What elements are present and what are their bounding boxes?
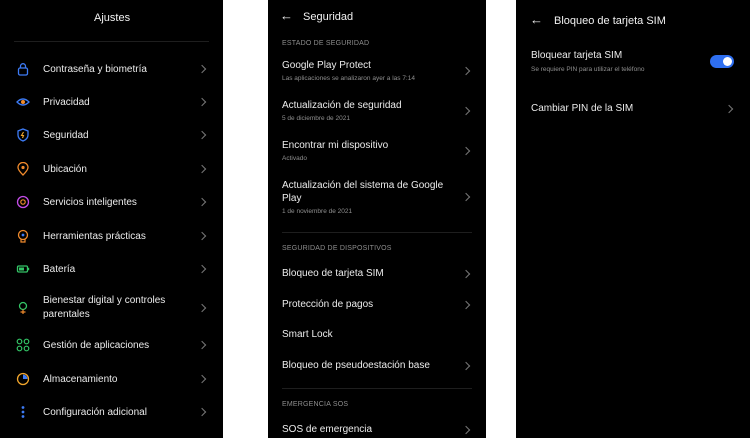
chevron-right-icon bbox=[198, 232, 206, 240]
chevron-right-icon bbox=[198, 375, 206, 383]
settings-item-label: Configuración adicional bbox=[43, 407, 147, 418]
divider bbox=[14, 41, 209, 42]
settings-item-label: Herramientas prácticas bbox=[43, 231, 146, 242]
chevron-right-icon bbox=[462, 67, 470, 75]
settings-item-label: Seguridad bbox=[43, 130, 89, 141]
chevron-right-icon bbox=[198, 265, 206, 273]
chevron-right-icon bbox=[198, 304, 206, 312]
settings-item-tools[interactable] bbox=[0, 223, 223, 251]
settings-item-location[interactable] bbox=[0, 156, 223, 184]
sim-lock-screen bbox=[516, 0, 750, 438]
back-arrow-icon[interactable]: ← bbox=[530, 12, 543, 27]
settings-item-battery[interactable] bbox=[0, 256, 223, 284]
settings-item-label: Privacidad bbox=[43, 97, 90, 108]
battery-icon bbox=[16, 262, 30, 276]
settings-item-password[interactable] bbox=[0, 56, 223, 84]
back-arrow-icon[interactable]: ← bbox=[280, 8, 293, 23]
item-label: SOS de emergencia bbox=[282, 424, 373, 435]
seguridad-screen bbox=[268, 0, 486, 438]
section-header: ESTADO DE SEGURIDAD bbox=[282, 40, 370, 47]
chevron-right-icon bbox=[198, 65, 206, 73]
shield-icon bbox=[16, 128, 30, 142]
settings-item-label: Batería bbox=[43, 264, 76, 275]
wellbeing-icon bbox=[16, 301, 30, 315]
item-label: Protección de pagos bbox=[282, 299, 374, 310]
item-subtitle: Activado bbox=[282, 155, 307, 162]
location-pin-icon bbox=[16, 162, 30, 176]
security-item-sim-lock[interactable] bbox=[268, 264, 486, 284]
settings-item-storage[interactable] bbox=[0, 366, 223, 394]
page-title: Ajustes bbox=[94, 12, 131, 24]
security-item-pseudo-base-station[interactable] bbox=[268, 356, 486, 376]
security-item-play-system-update[interactable] bbox=[268, 176, 486, 222]
settings-item-label: Servicios inteligentes bbox=[43, 197, 137, 208]
chevron-right-icon bbox=[198, 341, 206, 349]
page-title: Seguridad bbox=[303, 11, 354, 23]
chevron-right-icon bbox=[198, 98, 206, 106]
chevron-right-icon bbox=[462, 301, 470, 309]
chevron-right-icon bbox=[725, 105, 733, 113]
chevron-right-icon bbox=[198, 408, 206, 416]
item-subtitle: 5 de diciembre de 2021 bbox=[282, 115, 350, 122]
additional-settings-icon bbox=[16, 405, 30, 419]
change-sim-pin-row[interactable] bbox=[516, 99, 750, 119]
settings-item-additional[interactable] bbox=[0, 399, 223, 427]
item-label: Bloqueo de pseudoestación base bbox=[282, 360, 430, 371]
chevron-right-icon bbox=[198, 131, 206, 139]
settings-item-privacy[interactable] bbox=[0, 89, 223, 117]
storage-icon bbox=[16, 372, 30, 386]
settings-item-label: Bienestar digital y controles parentales bbox=[43, 295, 166, 320]
ajustes-screen bbox=[0, 0, 223, 438]
item-label: Encontrar mi dispositivo bbox=[282, 140, 389, 151]
settings-item-label: Ubicación bbox=[43, 164, 87, 175]
chevron-right-icon bbox=[198, 198, 206, 206]
settings-item-label: Almacenamiento bbox=[43, 374, 118, 385]
toggle-knob bbox=[723, 57, 732, 66]
item-label: Google Play Protect bbox=[282, 60, 371, 71]
apps-grid-icon bbox=[16, 338, 30, 352]
sim-lock-toggle-row[interactable] bbox=[516, 46, 750, 78]
chevron-right-icon bbox=[462, 107, 470, 115]
item-label: Actualización de seguridad bbox=[282, 100, 402, 111]
item-label-line2: Play bbox=[282, 193, 302, 204]
chevron-right-icon bbox=[462, 362, 470, 370]
settings-item-apps[interactable] bbox=[0, 332, 223, 360]
sim-lock-subtitle: Se requiere PIN para utilizar el teléfono bbox=[531, 66, 645, 73]
security-item-find-device[interactable] bbox=[268, 136, 486, 168]
section-header: EMERGENCIA SOS bbox=[282, 401, 349, 408]
divider bbox=[282, 232, 472, 233]
settings-item-security[interactable] bbox=[0, 122, 223, 150]
section-header: SEGURIDAD DE DISPOSITIVOS bbox=[282, 245, 392, 252]
item-subtitle: 1 de noviembre de 2021 bbox=[282, 208, 353, 215]
security-item-smart-lock[interactable] bbox=[268, 325, 486, 345]
change-pin-label: Cambiar PIN de la SIM bbox=[531, 103, 634, 114]
security-item-security-update[interactable] bbox=[268, 96, 486, 128]
smart-services-icon bbox=[16, 195, 30, 209]
lock-icon bbox=[16, 62, 30, 76]
item-label: Bloqueo de tarjeta SIM bbox=[282, 268, 384, 279]
chevron-right-icon bbox=[462, 193, 470, 201]
settings-item-label: Gestión de aplicaciones bbox=[43, 340, 150, 351]
item-label-line1: Actualización del sistema de Google bbox=[282, 180, 444, 191]
settings-item-smart-services[interactable] bbox=[0, 189, 223, 217]
security-item-payment-protection[interactable] bbox=[268, 295, 486, 315]
privacy-eye-icon bbox=[16, 95, 30, 109]
sim-lock-toggle[interactable] bbox=[710, 55, 734, 68]
chevron-right-icon bbox=[462, 147, 470, 155]
tools-icon bbox=[16, 229, 30, 243]
settings-item-label: Contraseña y biometría bbox=[43, 64, 147, 75]
security-item-play-protect[interactable] bbox=[268, 56, 486, 88]
page-title: Bloqueo de tarjeta SIM bbox=[554, 15, 666, 27]
security-item-emergency-sos[interactable] bbox=[268, 420, 486, 438]
item-subtitle: Las aplicaciones se analizaron ayer a las 7:14 bbox=[282, 75, 415, 82]
divider bbox=[282, 388, 472, 389]
item-label: Smart Lock bbox=[282, 329, 333, 340]
sim-lock-label: Bloquear tarjeta SIM bbox=[531, 50, 623, 61]
chevron-right-icon bbox=[198, 165, 206, 173]
settings-item-wellbeing[interactable] bbox=[0, 290, 223, 326]
chevron-right-icon bbox=[462, 270, 470, 278]
chevron-right-icon bbox=[462, 426, 470, 434]
